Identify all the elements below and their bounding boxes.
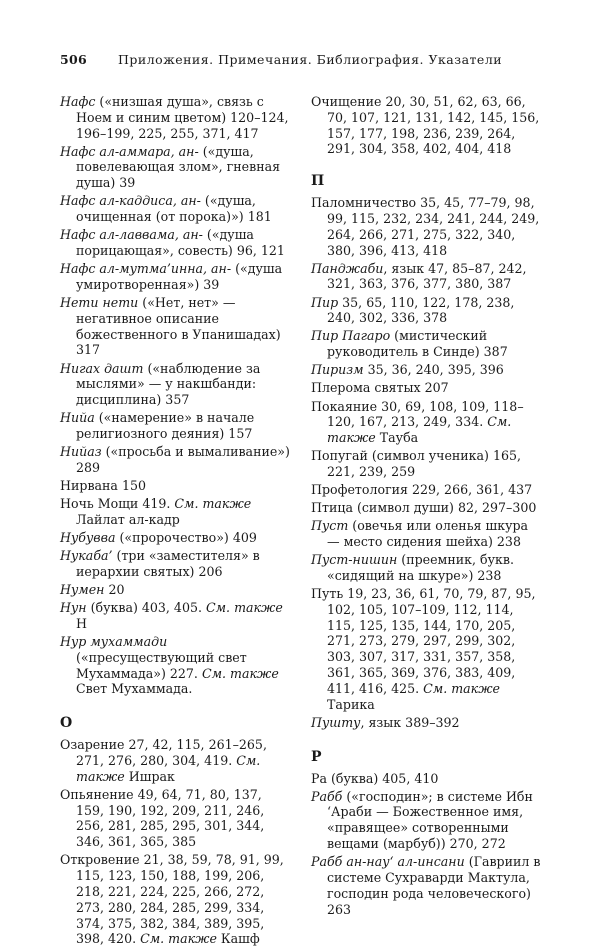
index-entry <box>60 496 293 528</box>
entry-text: Ра (буква) 405, 410 <box>311 770 439 786</box>
index-entry <box>311 94 544 157</box>
see-also-target: Лайлат ал-кадр <box>76 511 180 527</box>
entry-text: Профетология 229, 266, 361, 437 <box>311 482 533 498</box>
see-also: См. также <box>201 665 279 681</box>
entry-text: Откровение 21, 38, 59, 78, 91, 99, 115, 123, 150, 188, 199, 206, 218, 221, 224, 225, 266, 272, 273, 280, 284, 285, 299, 334, 374, 375, 382, 384, 389, 395, 398, 420. <box>60 852 284 947</box>
entry-text: («душа, повелевающая злом», гневная душа) 39 <box>76 143 281 191</box>
entry-term: Рабб <box>311 788 343 804</box>
entry-text: Плерома святых 207 <box>311 380 449 396</box>
section-letter: Р <box>311 748 322 765</box>
index-entry <box>311 195 544 258</box>
entry-text: («намерение» в начале религиозного деяния) 157 <box>76 410 255 442</box>
entry-term: Нафс ал-каддиса, ан- <box>60 193 201 209</box>
entry-text: 20 <box>104 581 125 597</box>
index-entry <box>311 715 544 731</box>
entry-term: Пуст <box>311 518 349 534</box>
index-entry <box>60 295 293 358</box>
entry-text: («душа порицающая», совесть) 96, 121 <box>76 227 285 259</box>
index-entry <box>311 854 544 917</box>
entry-term: Нафс ал-лаввама, ан- <box>60 227 203 243</box>
index-entry <box>311 789 544 852</box>
entry-text: Нирвана 150 <box>60 478 146 493</box>
page-number: 506 <box>60 52 87 67</box>
entry-text: (буква) 403, 405. <box>86 600 206 616</box>
index-entry <box>311 500 544 516</box>
running-title: Приложения. Примечания. Библиография. Указатели <box>118 52 503 67</box>
entry-term: Нур мухаммади <box>60 633 168 649</box>
see-also: См. также <box>205 600 283 616</box>
entry-term: Нун <box>60 600 87 616</box>
index-entry-list <box>311 771 544 918</box>
entry-term: Нафс ал-мутма’инна, ан- <box>60 261 232 277</box>
entry-text: (преемник, букв. «сидящий на шкуре») 238 <box>327 552 514 583</box>
index-entry <box>60 94 293 141</box>
see-also: См. также <box>174 496 252 512</box>
index-entry <box>60 261 293 293</box>
entry-text: («наблюдение за мыслями» — у накшбанди: дисциплина) 357 <box>76 360 261 408</box>
see-also-target: Н <box>76 615 87 631</box>
index-entry <box>311 380 544 396</box>
see-also: См. также <box>140 931 217 947</box>
entry-term: Нийа <box>60 410 95 426</box>
entry-text: (три «заместителя» в иерархии святых) 206 <box>76 548 260 579</box>
index-entry <box>60 548 293 580</box>
index-entry-list <box>311 195 544 730</box>
index-entry <box>60 227 293 259</box>
index-entry <box>60 144 293 191</box>
entry-term: Пушту <box>311 714 361 730</box>
entry-text: (мистический руководитель в Синде) 387 <box>327 328 508 360</box>
entry-term: Нийаз <box>60 444 102 460</box>
index-entry <box>60 361 293 408</box>
entry-term: Пир Пагаро <box>311 328 391 344</box>
entry-text: Покаяние 30, 69, 108, 109, 118–120, 167, 213, 249, 334. <box>311 398 524 430</box>
index-entry <box>311 482 544 498</box>
entry-term: Нети нети <box>60 295 139 311</box>
section-letter: О <box>60 715 73 732</box>
see-also-target: Кашф <box>216 931 260 947</box>
see-also: См. также <box>76 752 261 784</box>
entry-text: 35, 65, 110, 122, 178, 238, 240, 302, 336, 378 <box>327 294 515 326</box>
entry-term: Рабб ан-нау‘ ал-инсани <box>311 854 465 870</box>
entry-term: Пир <box>311 294 339 310</box>
entry-text: , язык 389–392 <box>360 714 460 730</box>
entry-term: Пуст-нишин <box>311 552 398 568</box>
index-entry <box>60 444 293 476</box>
see-also-target: Свет Мухаммада. <box>76 681 193 697</box>
entry-text: («господин»; в системе Ибн ‘Араби — Божественное имя, «правящее» сотворенными вещами (марбуб)) 270, 272 <box>327 788 533 852</box>
index-entry <box>60 787 293 850</box>
index-entry <box>60 737 293 784</box>
entry-text: Паломничество 35, 45, 77–79, 98, 99, 115, 232, 234, 241, 244, 249, 264, 266, 271, 275, 322, 340, 380, 396, 413, 418 <box>311 195 540 258</box>
index-entry <box>60 582 293 598</box>
entry-term: Нафс <box>60 94 96 109</box>
entry-text: («душа умиротворенная») 39 <box>76 261 283 292</box>
entry-term: Панджаби <box>311 260 384 276</box>
left-column <box>60 94 293 949</box>
index-entry <box>311 586 544 712</box>
index-entry <box>311 261 544 293</box>
index-entry-list <box>60 737 293 947</box>
index-entry <box>311 295 544 327</box>
see-also: См. также <box>423 680 500 696</box>
entry-text: Путь 19, 23, 36, 61, 70, 79, 87, 95, 102, 105, 107–109, 112, 114, 115, 125, 135, 144, 170, 205, 271, 273, 279, 297, 299, 302, 303, 307, 317, 331, 357, 358, 361, 365, 369, 376, 383, 409, 411, 416, 425. <box>311 586 536 696</box>
index-entry <box>60 634 293 697</box>
index-entry <box>60 478 293 494</box>
index-entry-list <box>60 94 293 697</box>
entry-text: 35, 36, 240, 395, 396 <box>363 362 504 378</box>
index-entry <box>311 518 544 550</box>
see-also: См. также <box>327 414 512 446</box>
index-entry <box>60 410 293 442</box>
index-entry <box>60 193 293 225</box>
running-header <box>60 52 550 70</box>
entry-text: Озарение 27, 42, 115, 261–265, 271, 276, 280, 304, 419. <box>60 737 267 768</box>
entry-text: Опьянение 49, 64, 71, 80, 137, 159, 190, 192, 209, 211, 246, 256, 281, 285, 295, 301, 344, 346, 361, 365, 385 <box>60 786 265 850</box>
index-entry <box>311 362 544 378</box>
entry-text: Попугай (символ ученика) 165, 221, 239, 259 <box>311 448 522 480</box>
entry-term: Нафс ал-аммара, ан- <box>60 143 199 159</box>
index-entry <box>60 600 293 632</box>
entry-text: («просьба и вымаливание») 289 <box>76 444 290 475</box>
entry-text: («душа, очищенная (от порока)») 181 <box>76 193 272 225</box>
entry-text: (Гавриил в системе Сухраварди Мактула, господин рода человеческого) 263 <box>327 854 541 917</box>
index-entry <box>311 328 544 360</box>
right-column <box>311 94 544 920</box>
entry-text: , язык 47, 85–87, 242, 321, 363, 376, 377, 380, 387 <box>327 260 527 292</box>
index-entry <box>311 448 544 480</box>
entry-term: Пиризм <box>311 362 364 378</box>
index-entry <box>311 771 544 787</box>
section-letter: П <box>311 173 325 190</box>
entry-text: (овечья или оленья шкура — место сидения шейха) 238 <box>327 518 529 550</box>
index-entry <box>60 530 293 546</box>
index-entry <box>311 399 544 446</box>
entry-term: Нукаба’ <box>60 548 113 564</box>
index-entry-list <box>311 94 544 157</box>
entry-term: Нигах дашт <box>60 360 144 376</box>
index-entry <box>311 552 544 584</box>
see-also-target: Тауба <box>375 430 419 446</box>
entry-text: Ночь Мощи 419. <box>60 496 175 512</box>
see-also-target: Тарика <box>327 696 375 712</box>
entry-text: Птица (символ души) 82, 297–300 <box>311 500 537 516</box>
entry-term: Нубувва <box>60 529 116 545</box>
index-entry <box>60 852 293 947</box>
entry-text: («низшая душа», связь с Ноем и синим цветом) 120–124, 196–199, 225, 255, 371, 417 <box>76 94 289 141</box>
entry-text: («пророчество») 409 <box>115 529 257 545</box>
entry-text: Очищение 20, 30, 51, 62, 63, 66, 70, 107, 121, 131, 142, 145, 156, 157, 177, 198, 236, 239, 264, 291, 304, 358, 402, 404, 418 <box>311 94 540 157</box>
see-also-target: Ишрак <box>124 768 175 784</box>
entry-text: («Нет, нет» — негативное описание божественного в Упанишадах) 317 <box>76 295 281 358</box>
entry-text: («пресуществующий свет Мухаммада») 227. <box>76 649 247 681</box>
entry-term: Нумен <box>60 581 105 597</box>
